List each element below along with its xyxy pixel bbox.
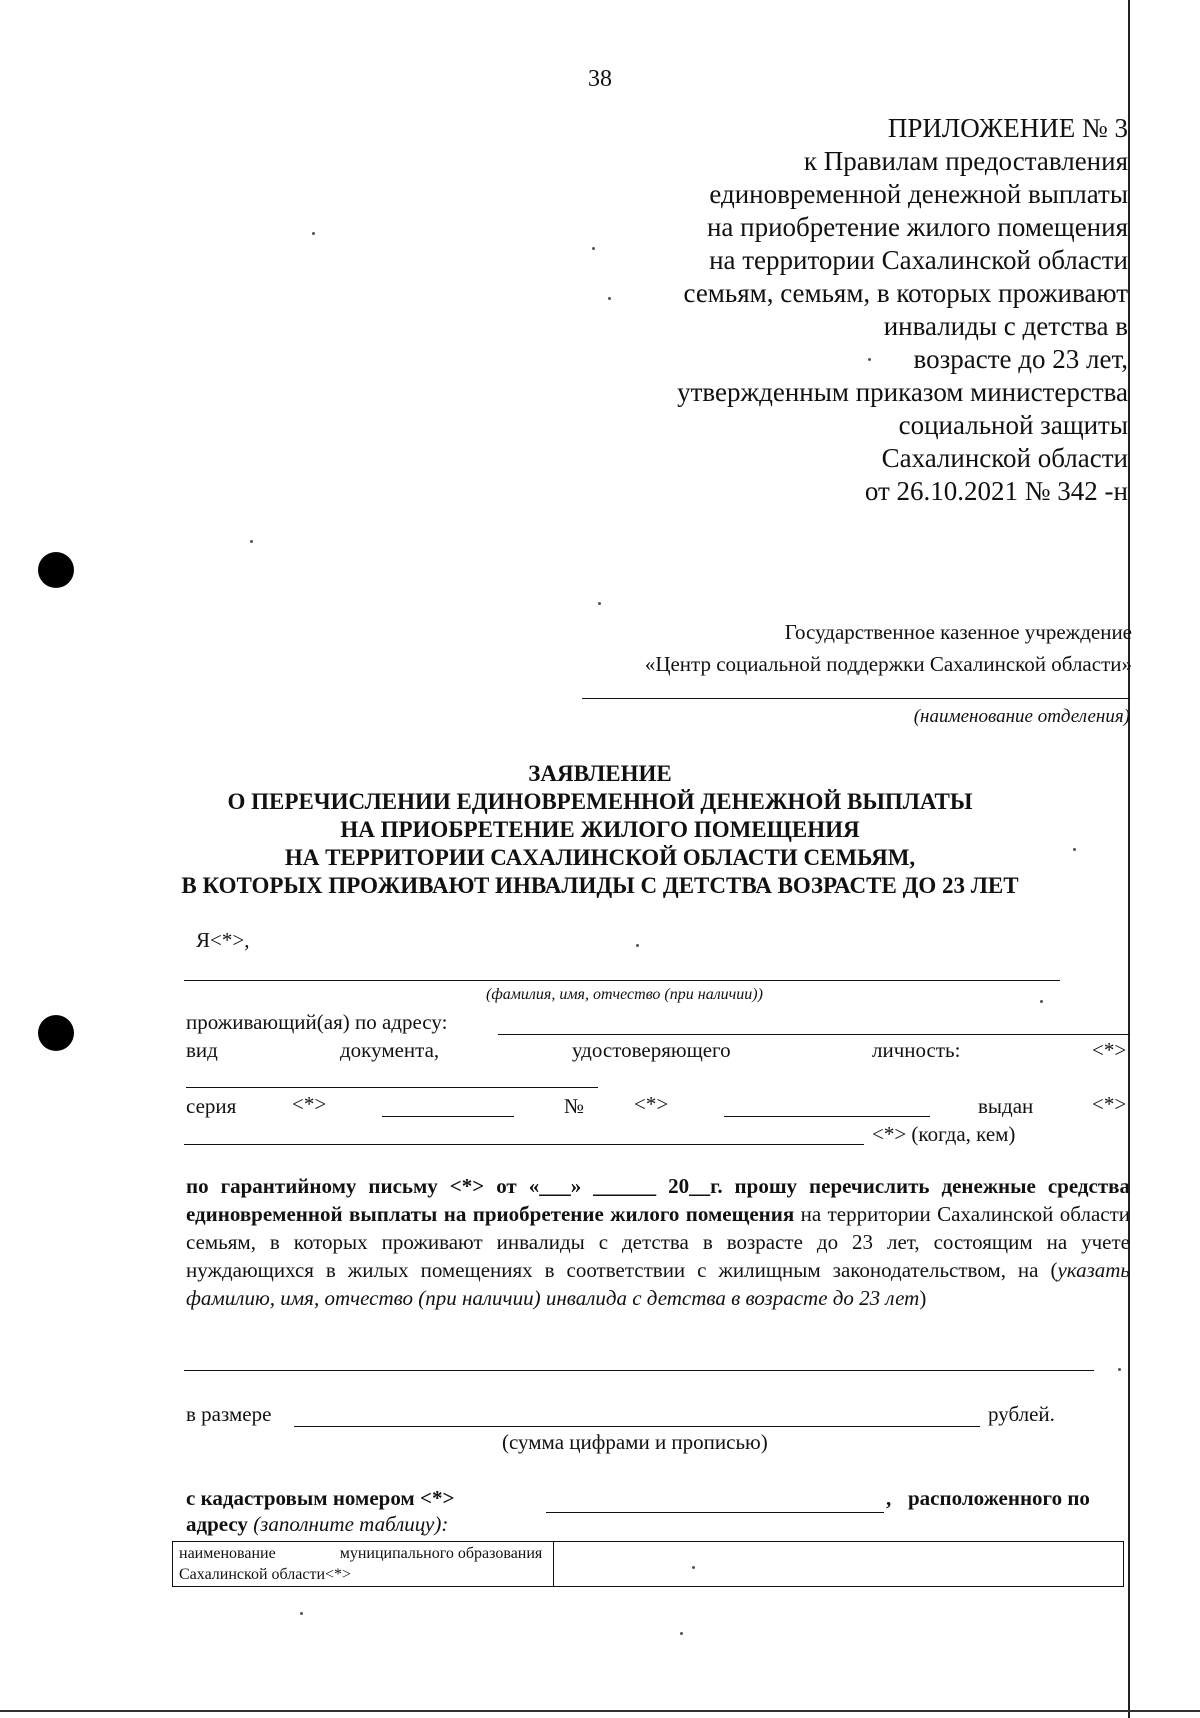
doc-word: документа, (340, 1038, 440, 1062)
scan-speck (250, 540, 253, 543)
title-line: О ПЕРЕЧИСЛЕНИИ ЕДИНОВРЕМЕННОЙ ДЕНЕЖНОЙ ВЫПЛАТЫ (227, 789, 973, 814)
appendix-line: на территории Сахалинской области (709, 245, 1128, 275)
appendix-line: единовременной денежной выплаты (709, 179, 1128, 209)
scan-speck (680, 1632, 683, 1635)
title-line: В КОТОРЫХ ПРОЖИВАЮТ ИНВАЛИДЫ С ДЕТСТВА ВОЗРАСТЕ ДО 23 ЛЕТ (181, 873, 1019, 898)
punch-hole-icon (38, 552, 74, 588)
appendix-line: инвалиды с детства в (883, 311, 1128, 341)
fill-table-hint: (заполните таблицу): (253, 1512, 449, 1536)
recipient-line1: Государственное казенное учреждение (784, 620, 1132, 644)
appendix-line: возрасте до 23 лет, (913, 344, 1128, 374)
address-table (172, 1541, 1124, 1587)
document-type-line[interactable] (186, 1087, 598, 1088)
table-cell-value[interactable] (554, 1542, 1124, 1587)
appendix-line: утвержденным приказом министерства (677, 377, 1128, 407)
amount-line[interactable] (294, 1426, 980, 1427)
appendix-line: Сахалинской области (881, 443, 1128, 473)
amount-unit: рублей. (988, 1402, 1055, 1426)
doc-word: удостоверяющего (572, 1038, 731, 1062)
cadastral-number-line[interactable] (546, 1512, 884, 1513)
department-hint: (наименование отделения) (913, 706, 1130, 727)
appendix-line: от 26.10.2021 № 342 -н (864, 476, 1128, 506)
series-label: серия (186, 1094, 237, 1118)
amount-label: в размере (186, 1402, 272, 1426)
department-name-line[interactable] (582, 698, 1130, 699)
table-row (173, 1542, 1124, 1587)
scan-speck (300, 1612, 303, 1615)
title-line: ЗАЯВЛЕНИЕ (528, 761, 672, 786)
amount-hint: (сумма цифрами и прописью) (502, 1430, 768, 1454)
address-line[interactable] (498, 1034, 1130, 1035)
appendix-line: к Правилам предоставления (803, 146, 1128, 176)
appendix-line: социальной защиты (898, 410, 1128, 440)
request-close: ) (919, 1286, 927, 1310)
request-normal-text: на территории Сахалинской области семьям, в которых проживают инвалиды с детства в возрасте до 23 лет, состоящим на учете нуждающихся в жилых помещениях в соответствии с жилищным законодательством, на ( (186, 1202, 1130, 1282)
scan-speck (636, 944, 639, 947)
issued-mark: <*> (1092, 1092, 1127, 1116)
request-paragraph (186, 1172, 1130, 1312)
request-bold-text: по гарантийному письму <*> от «___» ______ 20__г. прошу перечислить денежные средства единовременной выплаты на приобретение жилого помещения (186, 1174, 1130, 1226)
scan-speck (608, 297, 611, 300)
scan-speck (1118, 1368, 1121, 1371)
number-label: № (564, 1094, 585, 1118)
doc-word: личность: (872, 1038, 961, 1062)
cadastral-label: с кадастровым номером <*> (186, 1486, 455, 1510)
punch-hole-icon (38, 1015, 74, 1051)
title-line: НА ТЕРРИТОРИИ САХАЛИНСКОЙ ОБЛАСТИ СЕМЬЯМ, (284, 845, 916, 870)
disabled-person-fio-line[interactable] (184, 1370, 1094, 1371)
page-number: 38 (588, 66, 612, 92)
table-cell-label: наименование муниципального образования Сахалинской области<*> (173, 1542, 554, 1587)
fio-line[interactable] (184, 980, 1060, 981)
recipient-line2: «Центр социальной поддержки Сахалинской области» (644, 652, 1132, 676)
doc-word: <*> (1092, 1038, 1127, 1062)
series-mark: <*> (292, 1092, 327, 1116)
issued-by-line[interactable] (184, 1144, 864, 1145)
document-title (0, 760, 1200, 900)
address-bold-label: адресу (186, 1512, 248, 1536)
issued-label: выдан (978, 1094, 1034, 1118)
recipient-block (645, 616, 1132, 680)
scan-edge-bottom (0, 1710, 1200, 1712)
number-mark: <*> (634, 1092, 669, 1116)
scan-speck (1040, 1000, 1043, 1003)
address-label: проживающий(ая) по адресу: (186, 1010, 448, 1034)
appendix-block (677, 112, 1128, 508)
title-line: НА ПРИОБРЕТЕНИЕ ЖИЛОГО ПОМЕЩЕНИЯ (340, 817, 860, 842)
scan-speck (592, 247, 595, 250)
located-label: расположенного по (908, 1486, 1090, 1510)
request-italic-text: указать фамилию, имя, отчество (при наличии) инвалида с детства в возрасте до 23 лет (186, 1258, 1130, 1310)
number-line[interactable] (724, 1116, 930, 1117)
appendix-line: на приобретение жилого помещения (706, 212, 1128, 242)
series-line[interactable] (382, 1116, 514, 1117)
scan-speck (598, 602, 601, 605)
appendix-line: ПРИЛОЖЕНИЕ № 3 (887, 113, 1128, 143)
applicant-pronoun: Я<*>, (196, 928, 250, 952)
appendix-line: семьям, семьям, в которых проживают (683, 278, 1128, 308)
cadastral-comma: , (886, 1486, 892, 1510)
when-who-hint: <*> (когда, кем) (872, 1122, 1016, 1146)
scan-speck (312, 232, 315, 235)
fio-hint: (фамилия, имя, отчество (при наличии)) (486, 986, 763, 1003)
doc-word: вид (186, 1038, 218, 1062)
